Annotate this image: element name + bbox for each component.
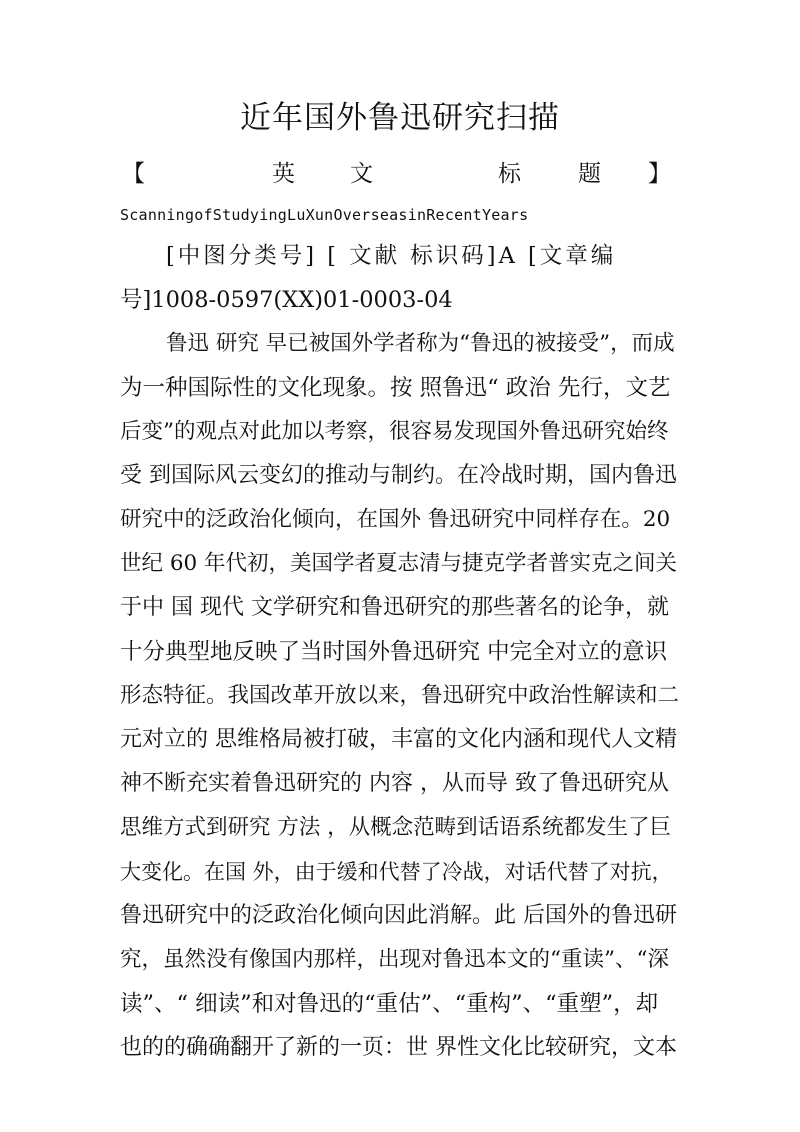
body-line: 大变化。在国 外，由于缓和代替了冷战，对话代替了对抗， <box>120 860 673 884</box>
body-line: 后变”的观点对此加以考察，很容易发现国外鲁迅研究始终 <box>120 419 669 444</box>
header-char-biao: 标 <box>498 161 521 187</box>
header-bracket-open: 【 <box>122 161 145 187</box>
header-char-wen: 文 <box>350 161 373 187</box>
body-line: 受 到国际风云变幻的推动与制约。在冷战时期，国内鲁迅 <box>120 463 677 488</box>
body-line: 究，虽然没有像国内那样，出现对鲁迅本文的“重读”、“深 <box>120 947 669 972</box>
body-line: 鲁迅研究中的泛政治化倾向因此消解。此 后国外的鲁迅研 <box>120 903 677 928</box>
body-line: 为一种国际性的文化现象。按 照鲁迅“ 政治 先行，文艺 <box>120 375 671 401</box>
english-title-header <box>122 158 670 190</box>
classification-line: [中图分类号] [ 文献 标识码]A [文章编 <box>166 243 617 269</box>
body-line: 十分典型地反映了当时国外鲁迅研究 中完全对立的意识 <box>120 639 668 665</box>
body-line: 神不断充实着鲁迅研究的 内容 ，从而导 致了鲁迅研究从 <box>120 771 669 796</box>
header-bracket-close: 】 <box>648 161 671 187</box>
header-char-ying: 英 <box>272 161 295 187</box>
article-number-line: 号]1008-0597(XX)01-0003-04 <box>120 287 453 313</box>
document-title: 近年国外鲁迅研究扫描 <box>240 100 560 136</box>
header-char-ti: 题 <box>578 161 601 187</box>
body-line: 世纪 60 年代初，美国学者夏志清与捷克学者普实克之间关 <box>120 551 678 576</box>
body-line: 读”、“ 细读”和对鲁迅的“重估”、“重构”、“重塑”，却 <box>120 991 659 1017</box>
body-line: 元对立的 思维格局被打破，丰富的文化内涵和现代人文精 <box>120 727 677 752</box>
body-line: 研究中的泛政治化倾向，在国外 鲁迅研究中同样存在。20 <box>120 507 671 532</box>
body-line: 于中 国 现代 文学研究和鲁迅研究的那些著名的论争，就 <box>120 595 669 620</box>
body-line: 思维方式到研究 方法 ，从概念范畴到话语系统都发生了巨 <box>120 815 672 840</box>
body-line: 也的的确确翻开了新的一页：世 界性文化比较研究，文本 <box>120 1035 677 1060</box>
body-line: 鲁迅 研究 早已被国外学者称为“鲁迅的被接受”，而成 <box>166 331 675 356</box>
body-line: 形态特征。我国改革开放以来，鲁迅研究中政治性解读和二 <box>120 683 680 708</box>
english-title: ScanningofStudyingLuXunOverseasinRecentYears <box>120 206 529 224</box>
